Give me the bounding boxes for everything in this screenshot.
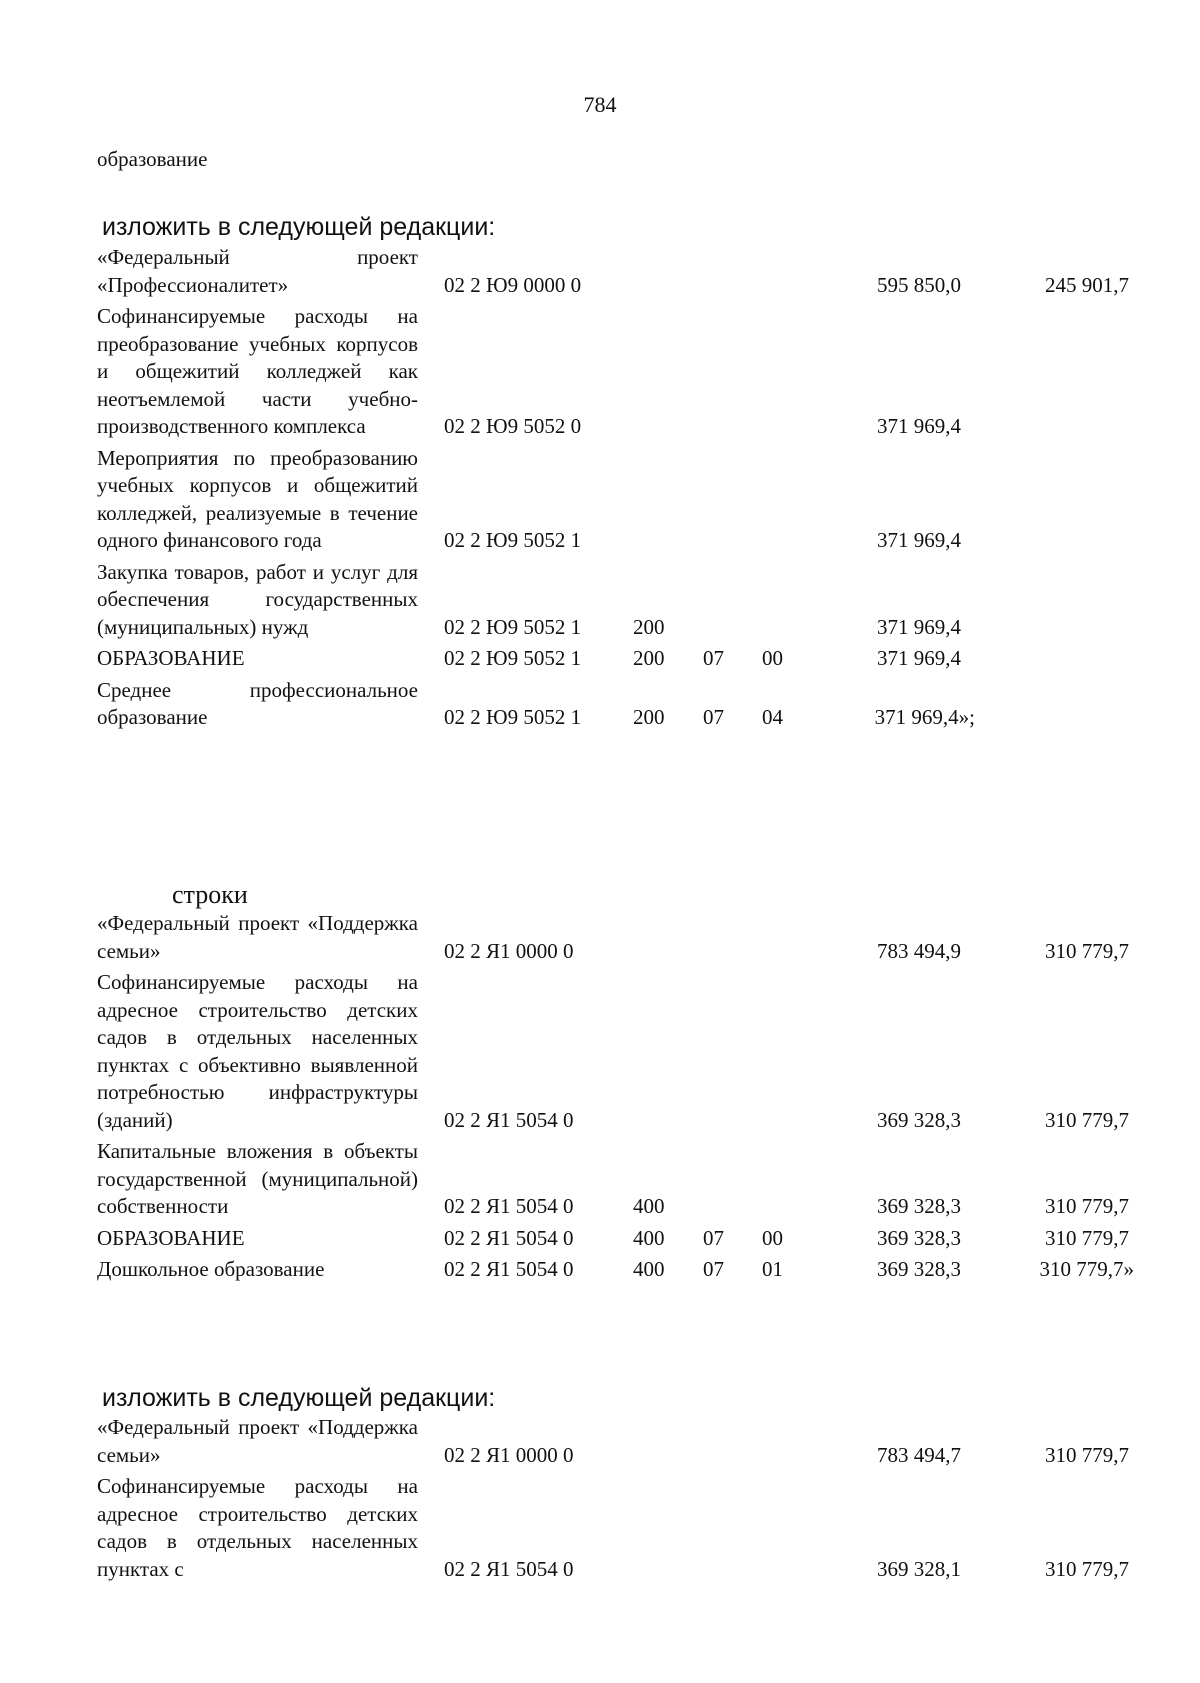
row-name: Закупка товаров, работ и услуг для обеспечения государственных (муниципальных) нужд <box>97 559 418 639</box>
row-sum-1: 595 850,0 <box>877 272 961 297</box>
budget-table-section-1 <box>0 244 1200 736</box>
row-sum-2: 310 779,7» <box>1039 1257 1134 1281</box>
table-row <box>0 1138 1200 1221</box>
row-sum-1: 369 328,1 <box>877 1556 961 1581</box>
row-sum-1: 371 969,4 <box>877 528 961 552</box>
row-name: ОБРАЗОВАНИЕ <box>97 1225 245 1250</box>
table-row <box>0 645 1200 673</box>
row-vr: 400 <box>633 1257 665 1281</box>
table-row <box>0 303 1200 441</box>
row-sum-2: 310 779,7 <box>1045 938 1129 963</box>
row-sum-1: 371 969,4»; <box>874 705 975 729</box>
row-name: Софинансируемые расходы на преобразование учебных корпусов и общежитий колледжей как неотъемлемой части учебно-производственного комплекса <box>97 304 418 438</box>
row-code: 02 2 Ю9 5052 1 <box>444 646 582 670</box>
section-heading: строки <box>172 880 248 909</box>
page-number: 784 <box>583 92 617 117</box>
row-code: 02 2 Я1 5054 0 <box>444 1107 574 1132</box>
row-name: Софинансируемые расходы на адресное строительство детских садов в отдельных населенных пунктах с объективно выявленной потребностью инфраструктуры (зданий) <box>97 970 418 1132</box>
row-name: Среднее профессиональное образование <box>97 677 418 729</box>
row-code: 02 2 Ю9 5052 1 <box>444 528 582 552</box>
row-vr: 400 <box>633 1194 665 1218</box>
table-row <box>0 445 1200 555</box>
row-vr: 200 <box>633 705 665 729</box>
row-name: «Федеральный проект «Поддержка семьи» <box>97 911 418 963</box>
row-code: 02 2 Ю9 5052 1 <box>444 614 582 639</box>
row-sum-1: 371 969,4 <box>877 646 961 670</box>
row-code: 02 2 Я1 0000 0 <box>444 938 574 963</box>
table-row <box>0 559 1200 642</box>
table-row <box>0 1473 1200 1583</box>
budget-table-section-2 <box>0 910 1200 1288</box>
table-row <box>0 1225 1200 1253</box>
table-row <box>0 910 1200 965</box>
row-sum-1: 783 494,9 <box>877 938 961 963</box>
table-row <box>0 1414 1200 1469</box>
row-name: «Федеральный проект «Поддержка семьи» <box>97 1415 418 1467</box>
row-code: 02 2 Ю9 0000 0 <box>444 272 582 297</box>
row-sum-1: 783 494,7 <box>877 1442 961 1467</box>
row-sum-1: 369 328,3 <box>877 1225 961 1250</box>
continued-text: образование <box>97 147 208 171</box>
row-sum-1: 369 328,3 <box>877 1257 961 1281</box>
table-row <box>0 244 1200 299</box>
row-code: 02 2 Я1 5054 0 <box>444 1225 574 1250</box>
row-sum-2: 310 779,7 <box>1045 1194 1129 1218</box>
table-row <box>0 677 1200 732</box>
row-name: Капитальные вложения в объекты государственной (муниципальной) собственности <box>97 1139 418 1218</box>
table-row <box>0 1256 1200 1284</box>
row-pr: 01 <box>762 1257 783 1281</box>
row-name: Дошкольное образование <box>97 1257 325 1281</box>
table-row <box>0 969 1200 1134</box>
row-vr: 200 <box>633 614 665 639</box>
row-sum-2: 310 779,7 <box>1045 1556 1129 1581</box>
row-sum-1: 371 969,4 <box>877 414 961 438</box>
row-rz: 07 <box>703 646 724 670</box>
row-rz: 07 <box>703 1225 724 1250</box>
row-code: 02 2 Я1 5054 0 <box>444 1194 574 1218</box>
row-name: Софинансируемые расходы на адресное строительство детских садов в отдельных населенных пунктах с <box>97 1474 418 1581</box>
row-code: 02 2 Ю9 5052 1 <box>444 705 582 729</box>
row-sum-2: 310 779,7 <box>1045 1107 1129 1132</box>
row-rz: 07 <box>703 705 724 729</box>
row-sum-2: 310 779,7 <box>1045 1225 1129 1250</box>
row-vr: 400 <box>633 1225 665 1250</box>
row-name: Мероприятия по преобразованию учебных корпусов и общежитий колледжей, реализуемые в течение одного финансового года <box>97 445 418 552</box>
row-vr: 200 <box>633 646 665 670</box>
row-pr: 00 <box>762 646 783 670</box>
row-name: «Федеральный проект «Профессионалитет» <box>97 245 418 297</box>
row-sum-2: 245 901,7 <box>1045 272 1129 297</box>
row-code: 02 2 Я1 5054 0 <box>444 1556 574 1581</box>
section-heading: изложить в следующей редакции: <box>102 213 496 241</box>
row-rz: 07 <box>703 1257 724 1281</box>
row-code: 02 2 Я1 0000 0 <box>444 1442 574 1467</box>
row-pr: 04 <box>762 705 783 729</box>
row-code: 02 2 Ю9 5052 0 <box>444 414 582 438</box>
row-sum-2: 310 779,7 <box>1045 1442 1129 1467</box>
row-sum-1: 371 969,4 <box>877 614 961 639</box>
row-sum-1: 369 328,3 <box>877 1194 961 1218</box>
budget-table-section-3 <box>0 1414 1200 1587</box>
row-sum-1: 369 328,3 <box>877 1107 961 1132</box>
section-heading: изложить в следующей редакции: <box>102 1384 496 1412</box>
row-code: 02 2 Я1 5054 0 <box>444 1257 574 1281</box>
row-pr: 00 <box>762 1225 783 1250</box>
row-name: ОБРАЗОВАНИЕ <box>97 646 245 670</box>
